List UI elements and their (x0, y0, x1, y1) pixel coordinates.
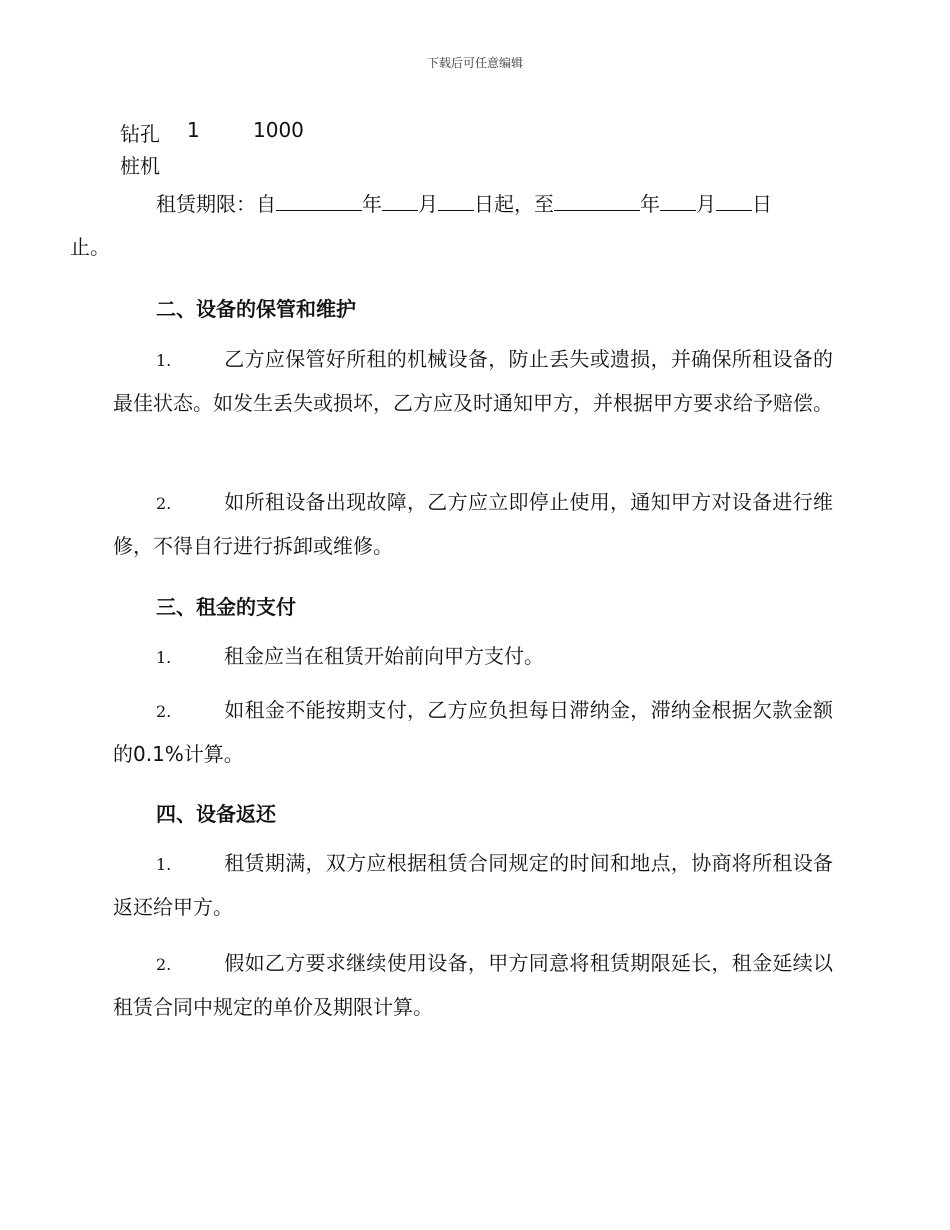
blank-end-year (554, 192, 640, 211)
equipment-quantity: 1 (187, 118, 200, 142)
page-header-note: 下载后可任意编辑 (426, 56, 523, 70)
clause-text: 如所租设备出现故障，乙方应立即停止使用，通知甲方对设备进行维修，不得自行进行拆卸或维修。 (113, 490, 833, 558)
lease-term-paragraph (70, 183, 833, 269)
clause-text: 如租金不能按期支付，乙方应负担每日滞纳金，滞纳金根据欠款金额的0.1%计算。 (113, 698, 833, 766)
clause-text: 租赁期满，双方应根据租赁合同规定的时间和地点，协商将所租设备返还给甲方。 (113, 851, 833, 919)
section-heading: 二、设备的保管和维护 (156, 297, 356, 321)
clause-item (113, 689, 833, 776)
lease-end-month-label: 月 (696, 192, 716, 216)
blank-start-year (276, 192, 362, 211)
clause-item (113, 481, 833, 568)
clause-number: 2. (156, 494, 172, 513)
lease-term-label: 租赁期限：自 (156, 192, 276, 216)
section-heading: 四、设备返还 (156, 802, 276, 826)
lease-month-label: 月 (418, 192, 438, 216)
clause-item (113, 842, 833, 929)
lease-end-day-label: 日 (752, 192, 772, 216)
lease-term-end: 止。 (70, 235, 110, 259)
clause-number: 2. (156, 702, 172, 721)
clause-item (113, 635, 833, 679)
clause-text: 租金应当在租赁开始前向甲方支付。 (224, 644, 544, 668)
blank-start-day (438, 192, 474, 211)
lease-day-label: 日起，至 (474, 192, 554, 216)
clause-number: 1. (156, 855, 172, 874)
clause-text: 假如乙方要求继续使用设备，甲方同意将租赁期限延长，租金延续以租赁合同中规定的单价及期限计算。 (113, 951, 833, 1019)
clause-number: 1. (156, 648, 172, 667)
clause-item (113, 942, 833, 1029)
lease-year-label: 年 (362, 192, 382, 216)
blank-end-month (660, 192, 696, 211)
section-heading: 三、租金的支付 (156, 595, 296, 619)
clause-number: 2. (156, 955, 172, 974)
equipment-price: 1000 (253, 118, 304, 142)
equipment-name-line1: 钻孔 (120, 122, 160, 146)
lease-end-year-label: 年 (640, 192, 660, 216)
blank-end-day (716, 192, 752, 211)
clause-text: 乙方应保管好所租的机械设备，防止丢失或遗损，并确保所租设备的最佳状态。如发生丢失或损坏，乙方应及时通知甲方，并根据甲方要求给予赔偿。 (113, 347, 833, 415)
equipment-name-line2: 桩机 (120, 154, 160, 178)
clause-number: 1. (156, 351, 172, 370)
blank-start-month (382, 192, 418, 211)
clause-item (113, 338, 833, 425)
